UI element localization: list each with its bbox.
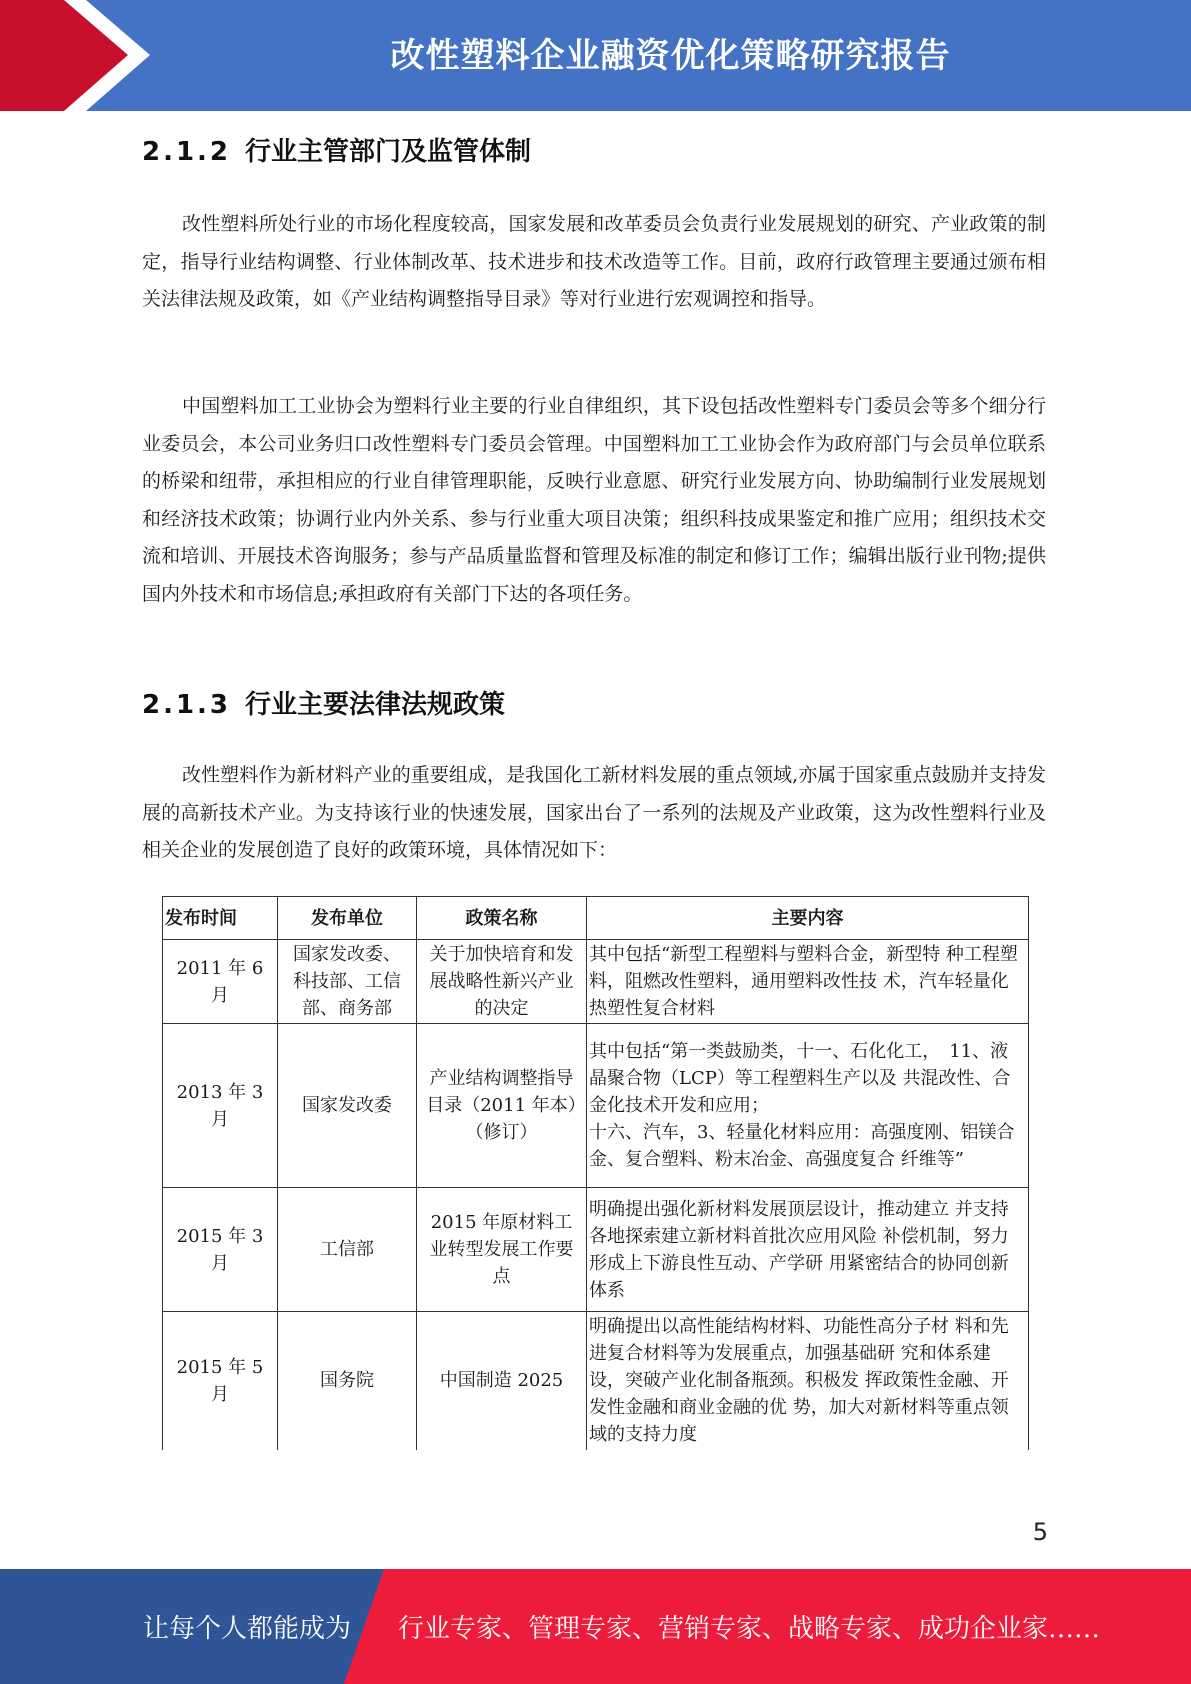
cell-content: 明确提出强化新材料发展顶层设计，推动建立 并支持各地探索建立新材料首批次应用风险 补偿机制，努力形成上下游良性互动、产学研 用紧密结合的协同创新体系 [587, 1188, 1029, 1312]
section-number: 2.1.3 [142, 690, 232, 720]
column-header-date: 发布时间 [163, 897, 278, 940]
cell-policy-name: 关于加快培育和发展战略性新兴产业的决定 [417, 940, 587, 1024]
cell-date: 2011 年 6 月 [163, 940, 278, 1024]
column-header-issuer: 发布单位 [278, 897, 417, 940]
page-number: 5 [1032, 1518, 1048, 1546]
section-number: 2.1.2 [142, 137, 232, 167]
page-header [0, 0, 1191, 111]
cell-content: 其中包括“新型工程塑料与塑料合金，新型特 种工程塑料，阻燃改性塑料，通用塑料改性技 术，汽车轻量化热塑性复合材料 [587, 940, 1029, 1024]
table-row [163, 1188, 1029, 1312]
table-header-row [163, 897, 1029, 940]
cell-issuer: 国家发改委、科技部、工信部、商务部 [278, 940, 417, 1024]
cell-content: 其中包括“第一类鼓励类，十一、石化化工， 11、液晶聚合物（LCP）等工程塑料生产以及 共混改性、合金化技术开发和应用； 十六、汽车，3、轻量化材料应用：高强度刚、铝镁合金、复合塑料、粉末冶金、高强度复合 纤维等” [587, 1024, 1029, 1188]
paragraph: 改性塑料所处行业的市场化程度较高，国家发展和改革委员会负责行业发展规划的研究、产业政策的制定，指导行业结构调整、行业体制改革、技术进步和技术改造等工作。目前，政府行政管理主要通过颁布相关法律法规及政策，如《产业结构调整指导目录》等对行业进行宏观调控和指导。 [142, 213, 1046, 310]
cell-issuer: 国家发改委 [278, 1024, 417, 1188]
table-row [163, 1312, 1029, 1450]
table-row [163, 1024, 1029, 1188]
policy-table [162, 896, 1029, 1450]
report-title: 改性塑料企业融资优化策略研究报告 [390, 36, 951, 76]
column-header-policy-name: 政策名称 [417, 897, 587, 940]
paragraph: 改性塑料作为新材料产业的重要组成，是我国化工新材料发展的重点领域,亦属于国家重点鼓励并支持发展的高新技术产业。为支持该行业的快速发展，国家出台了一系列的法规及产业政策，这为改性塑料行业及相关企业的发展创造了良好的政策环境，具体情况如下： [142, 764, 1046, 861]
column-header-content: 主要内容 [587, 897, 1029, 940]
page-footer [0, 1569, 1191, 1684]
table-row [163, 940, 1029, 1024]
footer-slogan-right: 行业专家、管理专家、营销专家、战略专家、成功企业家…… [398, 1614, 1101, 1644]
footer-slogan-left: 让每个人都能成为 [143, 1614, 352, 1644]
section-title: 行业主管部门及监管体制 [245, 137, 532, 167]
cell-policy-name: 中国制造 2025 [417, 1312, 587, 1450]
cell-policy-name: 产业结构调整指导目录（2011 年本）（修订） [417, 1024, 587, 1188]
cell-issuer: 国务院 [278, 1312, 417, 1450]
section-heading-2-1-3 [142, 684, 505, 721]
cell-content: 明确提出以高性能结构材料、功能性高分子材 料和先进复合材料等为发展重点，加强基础研 究和体系建设，突破产业化制备瓶颈。积极发 挥政策性金融、开发性金融和商业金融的优 势，加大对新材料等重点领域的支持力度 [587, 1312, 1029, 1450]
cell-date: 2015 年 5 月 [163, 1312, 278, 1450]
section-heading-2-1-2 [142, 131, 531, 168]
section-title: 行业主要法律法规政策 [245, 690, 506, 720]
cell-issuer: 工信部 [278, 1188, 417, 1312]
cell-date: 2013 年 3 月 [163, 1024, 278, 1188]
paragraph: 中国塑料加工工业协会为塑料行业主要的行业自律组织，其下设包括改性塑料专门委员会等多个细分行业委员会，本公司业务归口改性塑料专门委员会管理。中国塑料加工工业协会作为政府部门与会员单位联系的桥梁和纽带，承担相应的行业自律管理职能，反映行业意愿、研究行业发展方向、协助编制行业发展规划和经济技术政策；协调行业内外关系、参与行业重大项目决策；组织科技成果鉴定和推广应用；组织技术交流和培训、开展技术咨询服务；参与产品质量监督和管理及标准的制定和修订工作；编辑出版行业刊物;提供国内外技术和市场信息;承担政府有关部门下达的各项任务。 [142, 395, 1046, 605]
cell-policy-name: 2015 年原材料工业转型发展工作要点 [417, 1188, 587, 1312]
cell-date: 2015 年 3 月 [163, 1188, 278, 1312]
